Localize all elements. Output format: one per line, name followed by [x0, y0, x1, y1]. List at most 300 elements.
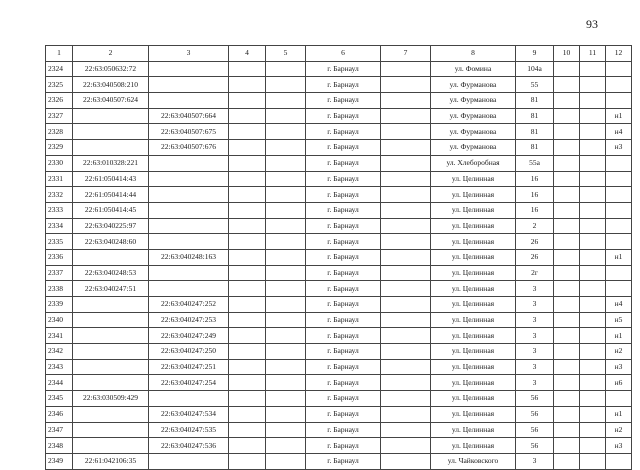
- col5-cell: [266, 281, 306, 297]
- row-number-cell: 2324: [46, 61, 73, 77]
- cadastral-number-cell: 22:63:030509:429: [73, 391, 149, 407]
- col11-cell: [580, 155, 606, 171]
- street-cell: ул. Целинная: [431, 297, 516, 313]
- col5-cell: [266, 328, 306, 344]
- cadastral-number-cell: 22:63:040508:210: [73, 77, 149, 93]
- house-number-cell: 81: [516, 108, 554, 124]
- col4-cell: [229, 77, 266, 93]
- col11-cell: [580, 344, 606, 360]
- column-header: 6: [306, 46, 381, 62]
- house-number-cell: 26: [516, 234, 554, 250]
- col11-cell: [580, 249, 606, 265]
- column-header: 9: [516, 46, 554, 62]
- house-number-cell: 81: [516, 140, 554, 156]
- cadastral-number-cell: [73, 249, 149, 265]
- row-number-cell: 2345: [46, 391, 73, 407]
- row-number-cell: 2344: [46, 375, 73, 391]
- col7-cell: [381, 234, 431, 250]
- col7-cell: [381, 187, 431, 203]
- street-cell: ул. Целинная: [431, 438, 516, 454]
- premises-cell: [606, 234, 632, 250]
- house-number-cell: 16: [516, 171, 554, 187]
- col11-cell: [580, 375, 606, 391]
- row-number-cell: 2347: [46, 422, 73, 438]
- house-number-cell: 55а: [516, 155, 554, 171]
- sub-cadastral-number-cell: 22:63:040247:254: [149, 375, 229, 391]
- table-row: [46, 202, 632, 218]
- col10-cell: [554, 406, 580, 422]
- premises-cell: [606, 93, 632, 109]
- cadastral-number-cell: [73, 359, 149, 375]
- sub-cadastral-number-cell: [149, 187, 229, 203]
- house-number-cell: 81: [516, 93, 554, 109]
- col4-cell: [229, 297, 266, 313]
- col10-cell: [554, 61, 580, 77]
- col7-cell: [381, 406, 431, 422]
- premises-cell: [606, 281, 632, 297]
- row-number-cell: 2335: [46, 234, 73, 250]
- col4-cell: [229, 328, 266, 344]
- row-number-cell: 2348: [46, 438, 73, 454]
- col10-cell: [554, 249, 580, 265]
- col4-cell: [229, 375, 266, 391]
- house-number-cell: 104а: [516, 61, 554, 77]
- city-cell: г. Барнаул: [306, 171, 381, 187]
- city-cell: г. Барнаул: [306, 375, 381, 391]
- col5-cell: [266, 140, 306, 156]
- col10-cell: [554, 359, 580, 375]
- col7-cell: [381, 344, 431, 360]
- cadastral-number-cell: 22:63:040247:51: [73, 281, 149, 297]
- premises-cell: [606, 155, 632, 171]
- col10-cell: [554, 93, 580, 109]
- col11-cell: [580, 140, 606, 156]
- col10-cell: [554, 202, 580, 218]
- cadastral-number-cell: 22:61:050414:44: [73, 187, 149, 203]
- street-cell: ул. Фурманова: [431, 108, 516, 124]
- premises-cell: н3: [606, 359, 632, 375]
- col11-cell: [580, 312, 606, 328]
- col4-cell: [229, 344, 266, 360]
- row-number-cell: 2328: [46, 124, 73, 140]
- col11-cell: [580, 406, 606, 422]
- sub-cadastral-number-cell: 22:63:040247:252: [149, 297, 229, 313]
- street-cell: ул. Фурманова: [431, 93, 516, 109]
- sub-cadastral-number-cell: [149, 218, 229, 234]
- cadastral-number-cell: [73, 328, 149, 344]
- table-row: [46, 328, 632, 344]
- col5-cell: [266, 61, 306, 77]
- col7-cell: [381, 312, 431, 328]
- sub-cadastral-number-cell: [149, 391, 229, 407]
- premises-cell: н4: [606, 297, 632, 313]
- sub-cadastral-number-cell: 22:63:040247:536: [149, 438, 229, 454]
- premises-cell: н3: [606, 438, 632, 454]
- column-header: 11: [580, 46, 606, 62]
- city-cell: г. Барнаул: [306, 438, 381, 454]
- col11-cell: [580, 438, 606, 454]
- column-header: 12: [606, 46, 632, 62]
- premises-cell: н1: [606, 328, 632, 344]
- street-cell: ул. Целинная: [431, 422, 516, 438]
- col4-cell: [229, 155, 266, 171]
- table-row: [46, 249, 632, 265]
- cadastral-number-cell: [73, 406, 149, 422]
- col4-cell: [229, 124, 266, 140]
- col11-cell: [580, 281, 606, 297]
- col4-cell: [229, 312, 266, 328]
- col11-cell: [580, 391, 606, 407]
- col10-cell: [554, 108, 580, 124]
- col11-cell: [580, 108, 606, 124]
- col11-cell: [580, 77, 606, 93]
- city-cell: г. Барнаул: [306, 140, 381, 156]
- city-cell: г. Барнаул: [306, 93, 381, 109]
- premises-cell: н1: [606, 108, 632, 124]
- street-cell: ул. Фурманова: [431, 77, 516, 93]
- table-row: [46, 438, 632, 454]
- col10-cell: [554, 422, 580, 438]
- cadastral-number-cell: [73, 438, 149, 454]
- house-number-cell: 16: [516, 202, 554, 218]
- col11-cell: [580, 202, 606, 218]
- row-number-cell: 2330: [46, 155, 73, 171]
- row-number-cell: 2339: [46, 297, 73, 313]
- col7-cell: [381, 422, 431, 438]
- row-number-cell: 2349: [46, 453, 73, 469]
- house-number-cell: 56: [516, 438, 554, 454]
- house-number-cell: 26: [516, 249, 554, 265]
- street-cell: ул. Целинная: [431, 265, 516, 281]
- column-header: 7: [381, 46, 431, 62]
- col10-cell: [554, 344, 580, 360]
- city-cell: г. Барнаул: [306, 359, 381, 375]
- col10-cell: [554, 77, 580, 93]
- col11-cell: [580, 218, 606, 234]
- city-cell: г. Барнаул: [306, 108, 381, 124]
- col7-cell: [381, 265, 431, 281]
- col7-cell: [381, 202, 431, 218]
- house-number-cell: 56: [516, 391, 554, 407]
- city-cell: г. Барнаул: [306, 234, 381, 250]
- col10-cell: [554, 281, 580, 297]
- sub-cadastral-number-cell: 22:63:040507:675: [149, 124, 229, 140]
- street-cell: ул. Фурманова: [431, 124, 516, 140]
- city-cell: г. Барнаул: [306, 218, 381, 234]
- house-number-cell: 56: [516, 406, 554, 422]
- premises-cell: н2: [606, 344, 632, 360]
- row-number-cell: 2340: [46, 312, 73, 328]
- col5-cell: [266, 438, 306, 454]
- city-cell: г. Барнаул: [306, 249, 381, 265]
- sub-cadastral-number-cell: [149, 453, 229, 469]
- sub-cadastral-number-cell: [149, 93, 229, 109]
- col7-cell: [381, 359, 431, 375]
- col4-cell: [229, 422, 266, 438]
- col5-cell: [266, 359, 306, 375]
- col10-cell: [554, 140, 580, 156]
- col5-cell: [266, 124, 306, 140]
- col4-cell: [229, 171, 266, 187]
- col5-cell: [266, 234, 306, 250]
- row-number-cell: 2326: [46, 93, 73, 109]
- street-cell: ул. Целинная: [431, 249, 516, 265]
- city-cell: г. Барнаул: [306, 297, 381, 313]
- premises-cell: н6: [606, 375, 632, 391]
- house-number-cell: 55: [516, 77, 554, 93]
- col4-cell: [229, 108, 266, 124]
- city-cell: г. Барнаул: [306, 155, 381, 171]
- cadastral-number-cell: [73, 344, 149, 360]
- premises-cell: н2: [606, 422, 632, 438]
- sub-cadastral-number-cell: 22:63:040247:250: [149, 344, 229, 360]
- col5-cell: [266, 249, 306, 265]
- row-number-cell: 2325: [46, 77, 73, 93]
- col4-cell: [229, 140, 266, 156]
- premises-cell: н3: [606, 140, 632, 156]
- table-row: [46, 218, 632, 234]
- col4-cell: [229, 359, 266, 375]
- premises-cell: н4: [606, 124, 632, 140]
- premises-cell: [606, 202, 632, 218]
- row-number-cell: 2336: [46, 249, 73, 265]
- col4-cell: [229, 234, 266, 250]
- sub-cadastral-number-cell: 22:63:040507:676: [149, 140, 229, 156]
- col7-cell: [381, 77, 431, 93]
- house-number-cell: 2: [516, 218, 554, 234]
- cadastral-number-cell: [73, 140, 149, 156]
- street-cell: ул. Целинная: [431, 312, 516, 328]
- sub-cadastral-number-cell: [149, 202, 229, 218]
- street-cell: ул. Фурманова: [431, 140, 516, 156]
- col4-cell: [229, 93, 266, 109]
- table-row: [46, 422, 632, 438]
- cadastral-number-cell: 22:63:050632:72: [73, 61, 149, 77]
- premises-cell: [606, 187, 632, 203]
- col5-cell: [266, 93, 306, 109]
- col11-cell: [580, 93, 606, 109]
- table-row: [46, 312, 632, 328]
- house-number-cell: 3: [516, 281, 554, 297]
- cadastral-number-cell: 22:61:050414:45: [73, 202, 149, 218]
- city-cell: г. Барнаул: [306, 187, 381, 203]
- row-number-cell: 2329: [46, 140, 73, 156]
- sub-cadastral-number-cell: [149, 281, 229, 297]
- col5-cell: [266, 218, 306, 234]
- sub-cadastral-number-cell: 22:63:040247:535: [149, 422, 229, 438]
- house-number-cell: 16: [516, 187, 554, 203]
- table-row: [46, 265, 632, 281]
- table-row: [46, 140, 632, 156]
- col4-cell: [229, 438, 266, 454]
- cadastral-number-cell: [73, 108, 149, 124]
- col4-cell: [229, 187, 266, 203]
- sub-cadastral-number-cell: [149, 171, 229, 187]
- col5-cell: [266, 453, 306, 469]
- col5-cell: [266, 422, 306, 438]
- col11-cell: [580, 171, 606, 187]
- page-number: 93: [586, 17, 598, 31]
- premises-cell: н1: [606, 249, 632, 265]
- row-number-cell: 2346: [46, 406, 73, 422]
- col4-cell: [229, 265, 266, 281]
- street-cell: ул. Целинная: [431, 234, 516, 250]
- premises-cell: [606, 218, 632, 234]
- street-cell: ул. Целинная: [431, 218, 516, 234]
- sub-cadastral-number-cell: [149, 61, 229, 77]
- row-number-cell: 2337: [46, 265, 73, 281]
- city-cell: г. Барнаул: [306, 406, 381, 422]
- sub-cadastral-number-cell: 22:63:040247:253: [149, 312, 229, 328]
- row-number-cell: 2334: [46, 218, 73, 234]
- sub-cadastral-number-cell: 22:63:040247:251: [149, 359, 229, 375]
- premises-cell: н5: [606, 312, 632, 328]
- col5-cell: [266, 375, 306, 391]
- row-number-cell: 2343: [46, 359, 73, 375]
- col11-cell: [580, 359, 606, 375]
- cadastral-number-cell: 22:63:040248:60: [73, 234, 149, 250]
- col11-cell: [580, 422, 606, 438]
- premises-cell: [606, 61, 632, 77]
- col10-cell: [554, 391, 580, 407]
- street-cell: ул. Целинная: [431, 281, 516, 297]
- sub-cadastral-number-cell: 22:63:040507:664: [149, 108, 229, 124]
- street-cell: ул. Целинная: [431, 375, 516, 391]
- table-row: [46, 77, 632, 93]
- col11-cell: [580, 453, 606, 469]
- cadastral-number-cell: [73, 297, 149, 313]
- house-number-cell: 3: [516, 453, 554, 469]
- sub-cadastral-number-cell: [149, 77, 229, 93]
- table-row: [46, 359, 632, 375]
- col10-cell: [554, 438, 580, 454]
- col5-cell: [266, 108, 306, 124]
- col4-cell: [229, 281, 266, 297]
- cadastral-number-cell: 22:63:040248:53: [73, 265, 149, 281]
- cadastral-number-cell: 22:61:050414:43: [73, 171, 149, 187]
- house-number-cell: 3: [516, 297, 554, 313]
- city-cell: г. Барнаул: [306, 344, 381, 360]
- registry-table: [45, 45, 632, 470]
- cadastral-number-cell: 22:63:040225:97: [73, 218, 149, 234]
- column-header: 4: [229, 46, 266, 62]
- city-cell: г. Барнаул: [306, 391, 381, 407]
- table-row: [46, 406, 632, 422]
- premises-cell: [606, 391, 632, 407]
- col10-cell: [554, 297, 580, 313]
- table-row: [46, 375, 632, 391]
- row-number-cell: 2338: [46, 281, 73, 297]
- col7-cell: [381, 155, 431, 171]
- premises-cell: [606, 171, 632, 187]
- row-number-cell: 2333: [46, 202, 73, 218]
- sub-cadastral-number-cell: 22:63:040247:534: [149, 406, 229, 422]
- col7-cell: [381, 281, 431, 297]
- column-header: 8: [431, 46, 516, 62]
- col7-cell: [381, 124, 431, 140]
- table-row: [46, 297, 632, 313]
- table-row: [46, 171, 632, 187]
- table-row: [46, 108, 632, 124]
- house-number-cell: 3: [516, 328, 554, 344]
- house-number-cell: 56: [516, 422, 554, 438]
- col7-cell: [381, 453, 431, 469]
- sub-cadastral-number-cell: 22:63:040248:163: [149, 249, 229, 265]
- table-row: [46, 155, 632, 171]
- col5-cell: [266, 312, 306, 328]
- col10-cell: [554, 234, 580, 250]
- table-row: [46, 234, 632, 250]
- city-cell: г. Барнаул: [306, 453, 381, 469]
- row-number-cell: 2331: [46, 171, 73, 187]
- col5-cell: [266, 77, 306, 93]
- city-cell: г. Барнаул: [306, 202, 381, 218]
- col10-cell: [554, 218, 580, 234]
- table-row: [46, 453, 632, 469]
- col10-cell: [554, 265, 580, 281]
- table-row: [46, 61, 632, 77]
- table-row: [46, 281, 632, 297]
- house-number-cell: 2г: [516, 265, 554, 281]
- col4-cell: [229, 249, 266, 265]
- cadastral-number-cell: 22:61:042106:35: [73, 453, 149, 469]
- street-cell: ул. Целинная: [431, 406, 516, 422]
- col4-cell: [229, 61, 266, 77]
- sub-cadastral-number-cell: 22:63:040247:249: [149, 328, 229, 344]
- street-cell: ул. Чайковского: [431, 453, 516, 469]
- col5-cell: [266, 391, 306, 407]
- col11-cell: [580, 124, 606, 140]
- street-cell: ул. Целинная: [431, 171, 516, 187]
- col7-cell: [381, 375, 431, 391]
- header-row: [46, 46, 632, 62]
- city-cell: г. Барнаул: [306, 422, 381, 438]
- row-number-cell: 2327: [46, 108, 73, 124]
- premises-cell: [606, 265, 632, 281]
- house-number-cell: 3: [516, 359, 554, 375]
- col11-cell: [580, 265, 606, 281]
- col7-cell: [381, 297, 431, 313]
- col10-cell: [554, 375, 580, 391]
- city-cell: г. Барнаул: [306, 61, 381, 77]
- col4-cell: [229, 391, 266, 407]
- column-header: 5: [266, 46, 306, 62]
- col4-cell: [229, 406, 266, 422]
- city-cell: г. Барнаул: [306, 281, 381, 297]
- column-header: 3: [149, 46, 229, 62]
- city-cell: г. Барнаул: [306, 265, 381, 281]
- cadastral-number-cell: [73, 124, 149, 140]
- col7-cell: [381, 218, 431, 234]
- cadastral-number-cell: [73, 375, 149, 391]
- table-row: [46, 344, 632, 360]
- col4-cell: [229, 202, 266, 218]
- col4-cell: [229, 218, 266, 234]
- col5-cell: [266, 265, 306, 281]
- col7-cell: [381, 328, 431, 344]
- col11-cell: [580, 328, 606, 344]
- table-row: [46, 391, 632, 407]
- col7-cell: [381, 61, 431, 77]
- street-cell: ул. Целинная: [431, 391, 516, 407]
- city-cell: г. Барнаул: [306, 312, 381, 328]
- col11-cell: [580, 297, 606, 313]
- col5-cell: [266, 187, 306, 203]
- col7-cell: [381, 249, 431, 265]
- col10-cell: [554, 312, 580, 328]
- premises-cell: [606, 77, 632, 93]
- street-cell: ул. Хлеборобная: [431, 155, 516, 171]
